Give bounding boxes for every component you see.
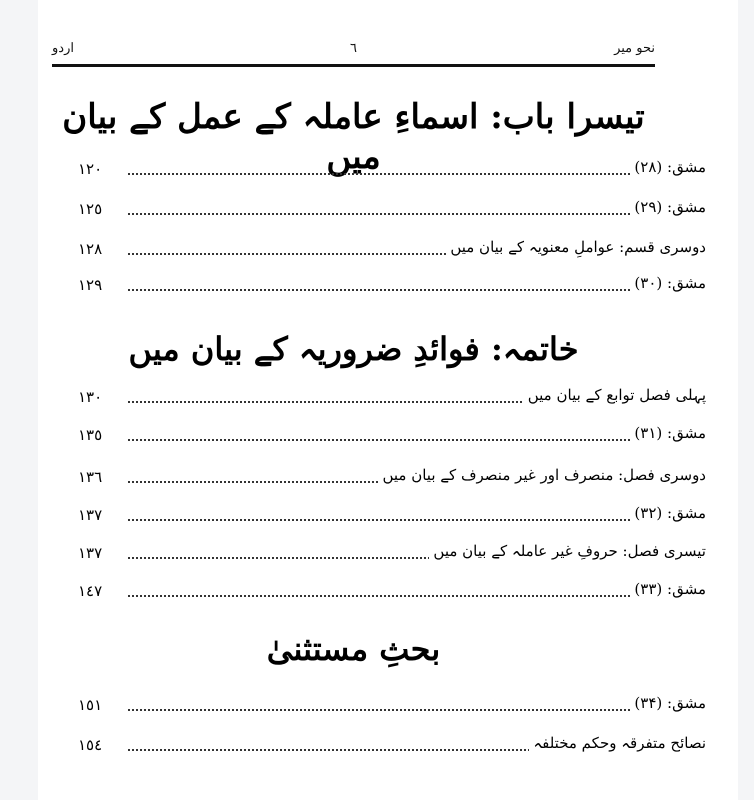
toc-page-number: ١٥٤ xyxy=(78,736,103,754)
toc-page-number: ١٣٠ xyxy=(78,388,103,406)
toc-page-number: ١٤٧ xyxy=(78,582,103,600)
toc-page-number: ١٢٥ xyxy=(78,200,103,218)
toc-title: پہلی فصل توابع کے بیان میں xyxy=(524,386,706,404)
toc-page-number: ١٢٩ xyxy=(78,276,103,294)
leader-dots xyxy=(128,289,706,291)
toc-entry[interactable] xyxy=(78,198,706,222)
section-heading-2: خاتمہ: فوائدِ ضروریہ کے بیان میں xyxy=(128,330,579,368)
toc-entry[interactable] xyxy=(78,504,706,528)
toc-entry[interactable] xyxy=(78,694,706,718)
toc-title: مشق: (۳۳) xyxy=(630,580,706,598)
toc-page-number: ١٣٧ xyxy=(78,544,103,562)
header-page-number: ٦ xyxy=(350,41,357,56)
right-margin xyxy=(738,0,754,800)
toc-title: مشق: (۳۴) xyxy=(630,694,706,712)
toc-title: مشق: (۳۰) xyxy=(630,274,706,292)
toc-entry[interactable] xyxy=(78,466,706,490)
toc-page-number: ١٢٠ xyxy=(78,160,103,178)
leader-dots xyxy=(128,213,706,215)
toc-title: دوسری فصل: منصرف اور غیر منصرف کے بیان میں xyxy=(378,466,706,484)
toc-entry[interactable] xyxy=(78,580,706,604)
toc-title: دوسری قسم: عواملِ معنویہ کے بیان میں xyxy=(446,238,706,256)
toc-entry[interactable] xyxy=(78,274,706,298)
toc-entry[interactable] xyxy=(78,424,706,448)
toc-page-number: ١٣٥ xyxy=(78,426,103,444)
leader-dots xyxy=(128,173,706,175)
toc-entry[interactable] xyxy=(78,542,706,566)
toc-page-number: ١٥١ xyxy=(78,696,103,714)
toc-page-number: ١٣٦ xyxy=(78,468,103,486)
section-heading-3: بحثِ مستثنیٰ xyxy=(266,630,441,668)
header-book-title: نحو میر xyxy=(614,41,655,56)
left-margin xyxy=(0,0,38,800)
toc-entry[interactable] xyxy=(78,734,706,758)
header-language: اردو xyxy=(52,41,74,56)
page-header xyxy=(52,40,655,67)
toc-title: مشق: (۲۹) xyxy=(630,198,706,216)
toc-entry[interactable] xyxy=(78,238,706,262)
toc-title: نصائح متفرقہ وحکم مختلفہ xyxy=(529,734,706,752)
leader-dots xyxy=(128,519,706,521)
leader-dots xyxy=(128,709,706,711)
leader-dots xyxy=(128,439,706,441)
toc-title: مشق: (۳۲) xyxy=(630,504,706,522)
toc-entry[interactable] xyxy=(78,386,706,410)
toc-page-number: ١٢٨ xyxy=(78,240,103,258)
leader-dots xyxy=(128,595,706,597)
toc-entry[interactable] xyxy=(78,158,706,182)
toc-title: تیسری فصل: حروفِ غیر عاملہ کے بیان میں xyxy=(429,542,706,560)
toc-title: مشق: (۳۱) xyxy=(630,424,706,442)
toc-title: مشق: (۲۸) xyxy=(630,158,706,176)
section-heading-1: تیسرا باب: اسماءِ عاملہ کے عمل کے بیان میں xyxy=(62,97,645,177)
toc-page-number: ١٣٧ xyxy=(78,506,103,524)
